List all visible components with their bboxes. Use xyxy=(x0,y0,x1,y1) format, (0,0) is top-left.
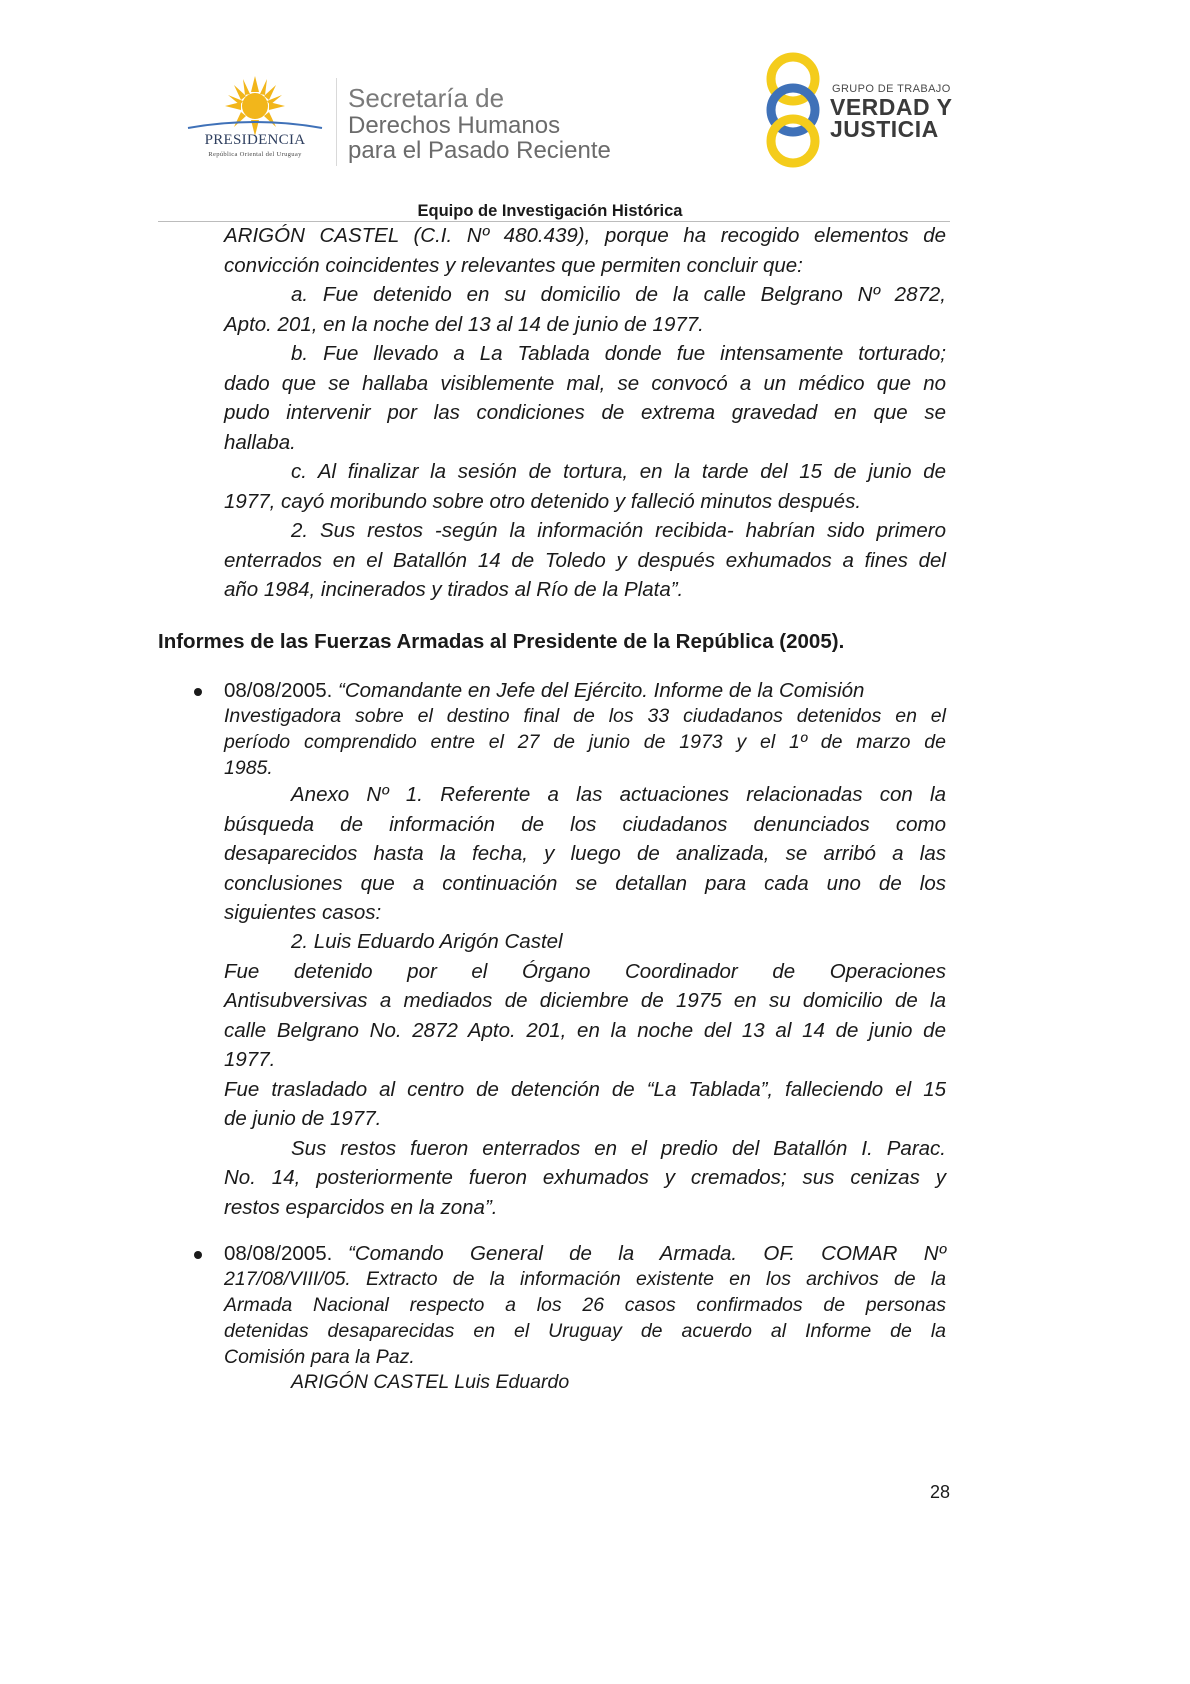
header-divider xyxy=(336,78,337,166)
paragraph-line: de junio de 1977. xyxy=(224,1107,382,1130)
paragraph-line: siguientes casos: xyxy=(224,901,382,924)
paragraph-line: 2. Luis Eduardo Arigón Castel xyxy=(291,930,563,953)
paragraph-line: 1977. xyxy=(224,1048,276,1071)
paragraph-line: Fue trasladado al centro de detención de “La Tablada”, falleciendo el 15 xyxy=(224,1078,946,1101)
team-title: Equipo de Investigación Histórica xyxy=(417,202,683,220)
paragraph-line: detenidas desaparecidas en el Uruguay de acuerdo al Informe de la xyxy=(224,1320,946,1342)
verdad-justicia-rings-logo xyxy=(762,52,824,168)
presidencia-wordmark: PRESIDENCIA xyxy=(204,132,306,148)
paragraph-line: 217/08/VIII/05. Extracto de la información existente en los archivos de la xyxy=(224,1268,946,1290)
paragraph-line: dado que se hallaba visiblemente mal, se convocó a un médico que no xyxy=(224,372,946,395)
paragraph-line: Apto. 201, en la noche del 13 al 14 de junio de 1977. xyxy=(224,313,704,336)
paragraph-line: Antisubversivas a mediados de diciembre de 1975 en su domicilio de la xyxy=(224,989,946,1012)
paragraph-line: Sus restos fueron enterrados en el predio del Batallón I. Parac. xyxy=(291,1137,946,1160)
paragraph-line: enterrados en el Batallón 14 de Toledo y después exhumados a fines del xyxy=(224,549,946,572)
presidencia-subtitle: República Oriental del Uruguay xyxy=(208,151,302,158)
paragraph-line: Anexo Nº 1. Referente a las actuaciones relacionadas con la xyxy=(291,783,946,806)
header-rule xyxy=(158,221,950,222)
bullet-text: “Comandante en Jefe del Ejército. Informe de la Comisión xyxy=(338,679,865,702)
paragraph-line: conclusiones que a continuación se detallan para cada uno de los xyxy=(224,872,946,895)
paragraph-line: No. 14, posteriormente fueron exhumados y cremados; sus cenizas y xyxy=(224,1166,946,1189)
bullet-marker xyxy=(194,688,202,696)
paragraph-line: Investigadora sobre el destino final de los 33 ciudadanos detenidos en el xyxy=(224,705,946,727)
bullet-text: “Comando General de la Armada. OF. COMAR Nº xyxy=(348,1242,946,1265)
bullet-marker xyxy=(194,1251,202,1259)
paragraph-line: 1985. xyxy=(224,757,273,779)
paragraph-line: 1977, cayó moribundo sobre otro detenido y falleció minutos después. xyxy=(224,490,862,513)
paragraph-line: año 1984, incinerados y tirados al Río de la Plata”. xyxy=(224,578,684,601)
paragraph-line: a. Fue detenido en su domicilio de la calle Belgrano Nº 2872, xyxy=(291,283,946,306)
bullet-date: 08/08/2005. xyxy=(224,1242,333,1265)
justicia-label: JUSTICIA xyxy=(830,116,939,142)
paragraph-line: calle Belgrano No. 2872 Apto. 201, en la noche del 13 al 14 de junio de xyxy=(224,1019,946,1042)
page-number: 28 xyxy=(929,1482,950,1502)
bullet-item-first-line xyxy=(224,1244,946,1265)
paragraph-line: c. Al finalizar la sesión de tortura, en la tarde del 15 de junio de xyxy=(291,460,946,483)
paragraph-line: Fue detenido por el Órgano Coordinador de Operaciones xyxy=(224,960,946,983)
paragraph-line: hallaba. xyxy=(224,431,296,454)
verdad-label: VERDAD Y xyxy=(830,94,953,120)
secretaria-title-line3: para el Pasado Reciente xyxy=(348,137,611,164)
paragraph-line: b. Fue llevado a La Tablada donde fue intensamente torturado; xyxy=(291,342,946,365)
paragraph-line: convicción coincidentes y relevantes que permiten concluir que: xyxy=(224,254,803,277)
paragraph-line: Armada Nacional respecto a los 26 casos confirmados de personas xyxy=(224,1294,946,1316)
paragraph-line: desaparecidos hasta la fecha, y luego de analizada, se arribó a las xyxy=(224,842,946,865)
secretaria-title-line1: Secretaría de xyxy=(348,83,505,113)
paragraph-line: período comprendido entre el 27 de junio de 1973 y el 1º de marzo de xyxy=(224,731,946,753)
paragraph-line: 2. Sus restos -según la información recibida- habrían sido primero xyxy=(291,519,946,542)
bullet-item-first-line xyxy=(224,681,946,702)
paragraph-line: restos esparcidos en la zona”. xyxy=(224,1196,498,1219)
paragraph-line: pudo intervenir por las condiciones de extrema gravedad en que se xyxy=(224,401,946,424)
paragraph-line: búsqueda de información de los ciudadanos denunciados como xyxy=(224,813,946,836)
grupo-trabajo-label: GRUPO DE TRABAJO xyxy=(832,83,951,95)
paragraph-line: ARIGÓN CASTEL (C.I. Nº 480.439), porque ha recogido elementos de xyxy=(224,224,946,247)
bullet-date: 08/08/2005. xyxy=(224,679,333,702)
paragraph-line: ARIGÓN CASTEL Luis Eduardo xyxy=(291,1371,570,1393)
secretaria-title-line2: Derechos Humanos xyxy=(348,112,561,139)
paragraph-line: Comisión para la Paz. xyxy=(224,1346,415,1368)
section-heading: Informes de las Fuerzas Armadas al Presidente de la República (2005). xyxy=(158,630,845,653)
